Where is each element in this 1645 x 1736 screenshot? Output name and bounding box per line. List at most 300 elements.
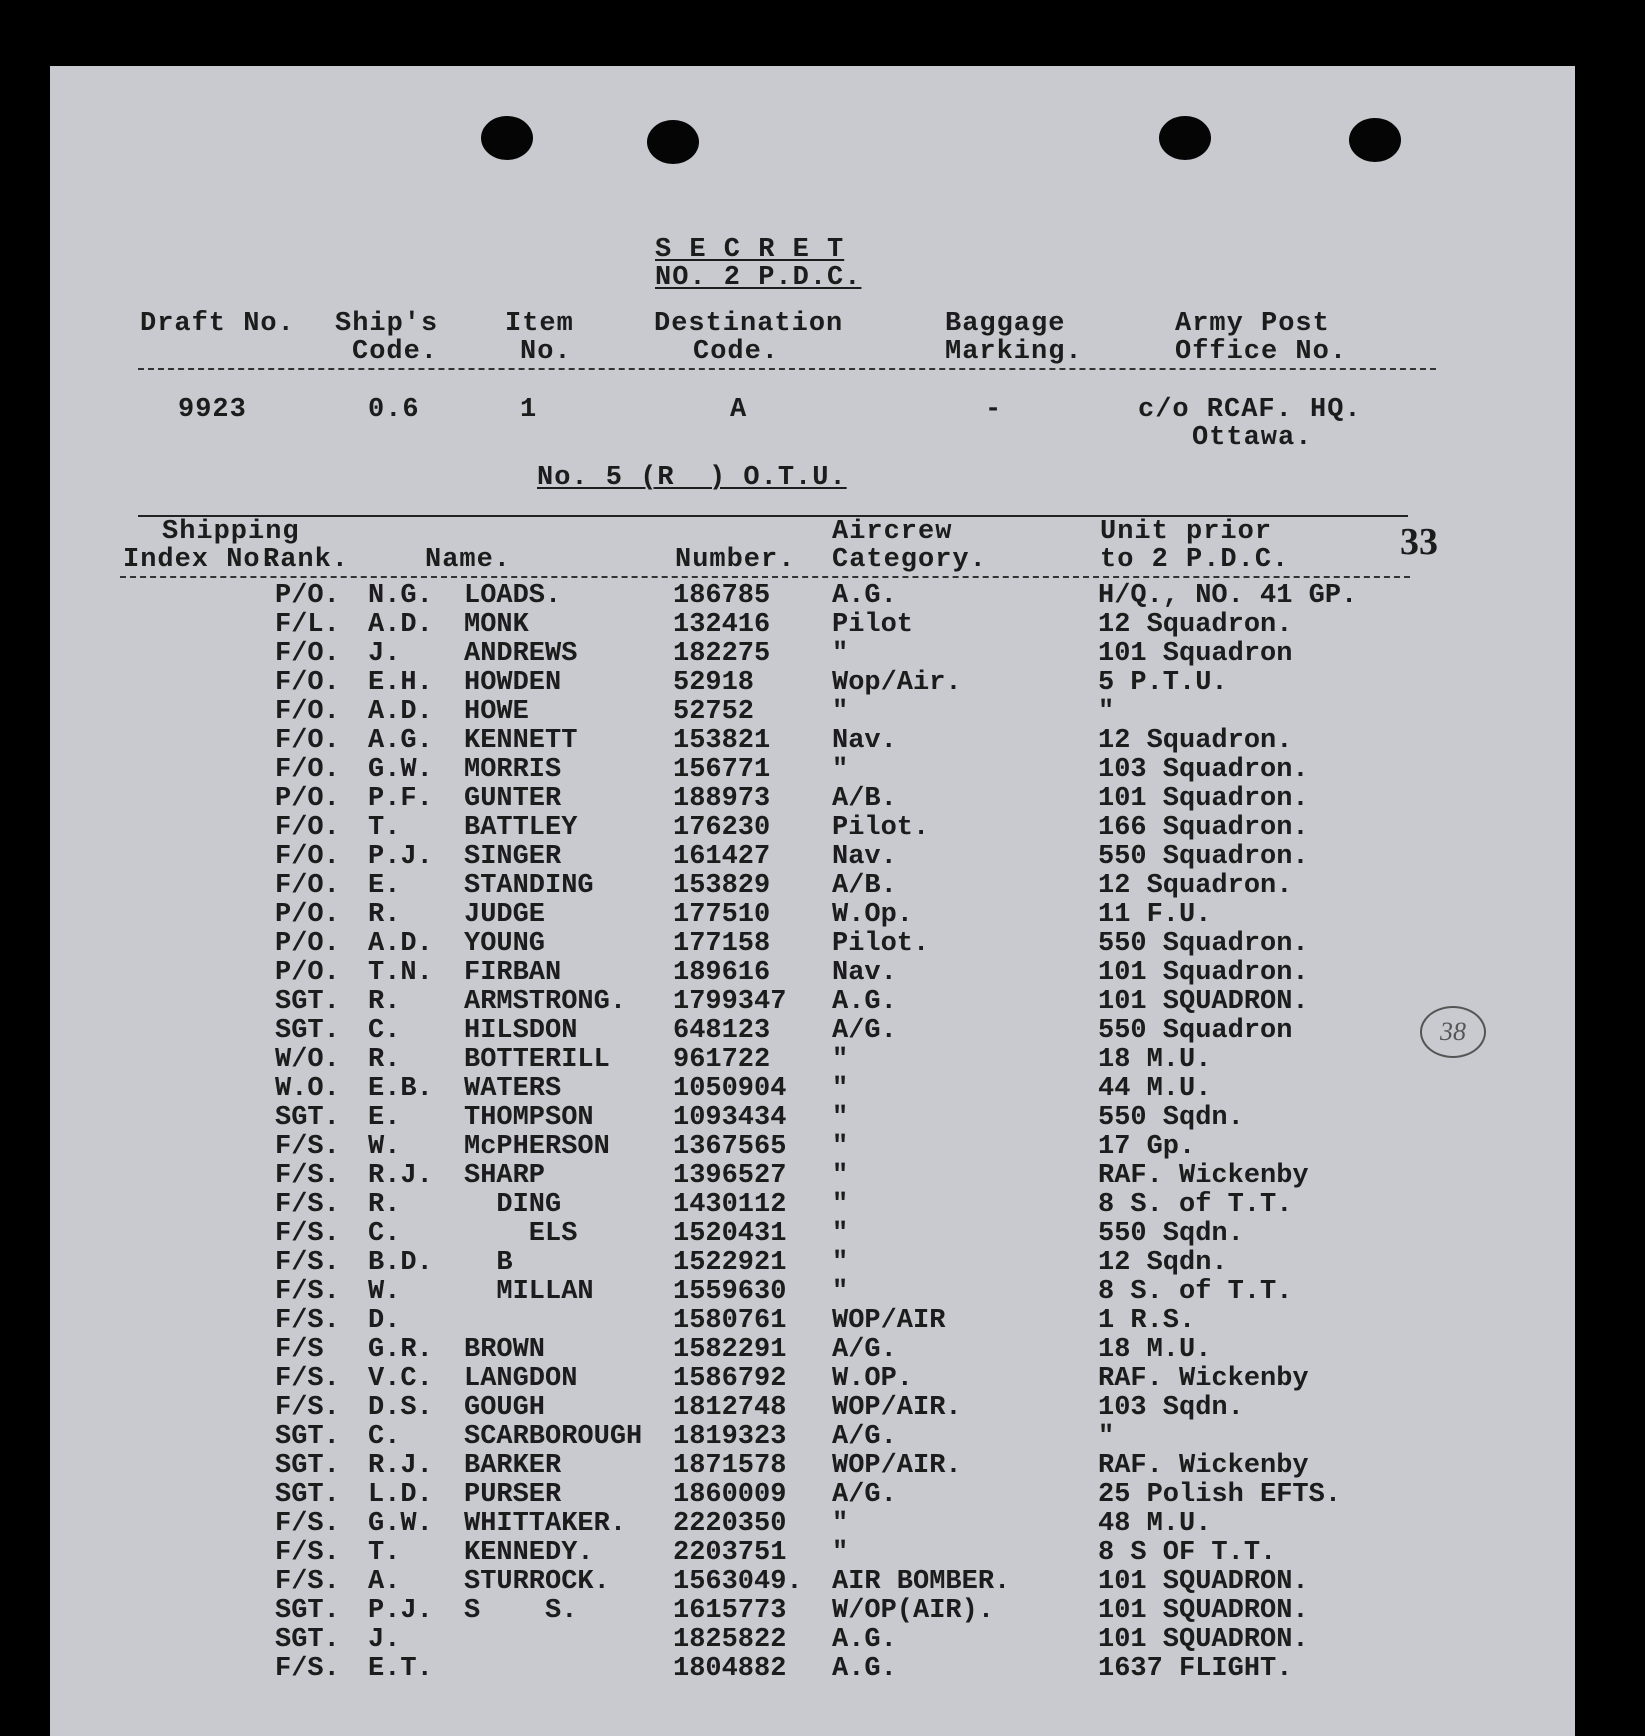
row-initials: J. [368,639,401,669]
col-item-1: Item [505,309,574,339]
row-number: 2220350 [673,1509,787,1539]
row-number: 1615773 [673,1596,787,1626]
row-initials: L.D. [368,1480,433,1510]
th-name: Name. [425,545,512,575]
th-shipping-1: Shipping [162,517,300,547]
row-initials: R.J. [368,1161,433,1191]
col-draft-no: Draft No. [140,309,295,339]
row-number: 1559630 [673,1277,787,1307]
row-category: " [832,1219,849,1249]
row-name: YOUNG [464,929,546,959]
row-rank: F/S. [275,1277,340,1307]
row-rank: F/O. [275,755,340,785]
row-rank: SGT. [275,1596,340,1626]
row-category: Nav. [832,726,897,756]
table-row [50,930,1575,959]
row-number: 1804882 [673,1654,787,1684]
row-rank: SGT. [275,1422,340,1452]
row-number: 177158 [673,929,771,959]
row-unit: 101 SQUADRON. [1098,1625,1309,1655]
row-category: A/B. [832,871,897,901]
row-unit: " [1098,1422,1115,1452]
row-category: Nav. [832,958,897,988]
row-unit: 101 SQUADRON. [1098,987,1309,1017]
table-row [50,1249,1575,1278]
col-item-2: No. [520,337,572,367]
value-apo-2: Ottawa. [1192,423,1313,453]
row-category: A.G. [832,581,897,611]
row-unit: 166 Squadron. [1098,813,1309,843]
row-initials: V.C. [368,1364,433,1394]
row-initials: P.F. [368,784,433,814]
row-rank: F/O. [275,639,340,669]
row-unit: 101 Squadron. [1098,958,1309,988]
row-name: BOTTERILL [464,1045,610,1075]
row-unit: 101 SQUADRON. [1098,1567,1309,1597]
row-rank: F/O. [275,842,340,872]
col-baggage-1: Baggage [945,309,1066,339]
row-initials: G.W. [368,755,433,785]
value-baggage: - [985,395,1003,425]
row-category: A/G. [832,1016,897,1046]
row-unit: 18 M.U. [1098,1335,1212,1365]
row-rank: F/S. [275,1190,340,1220]
row-category: " [832,1538,849,1568]
row-number: 1812748 [673,1393,787,1423]
row-unit: 12 Squadron. [1098,610,1293,640]
row-category: A.G. [832,987,897,1017]
row-category: " [832,1074,849,1104]
row-number: 161427 [673,842,771,872]
row-name: FIRBAN [464,958,562,988]
row-name: ANDREWS [464,639,578,669]
row-rank: SGT. [275,1016,340,1046]
row-number: 2203751 [673,1538,787,1568]
row-unit: 12 Squadron. [1098,871,1293,901]
row-initials: A.D. [368,929,433,959]
row-initials: R. [368,987,401,1017]
row-unit: 17 Gp. [1098,1132,1196,1162]
row-name: LANGDON [464,1364,578,1394]
row-category: Pilot. [832,929,930,959]
row-unit: 1637 FLIGHT. [1098,1654,1293,1684]
table-row [50,1162,1575,1191]
row-name: KENNETT [464,726,578,756]
row-rank: W.O. [275,1074,340,1104]
row-name: BATTLEY [464,813,578,843]
th-aircrew-1: Aircrew [832,517,953,547]
row-number: 1396527 [673,1161,787,1191]
table-header-rule [120,576,1410,578]
table-row [50,785,1575,814]
table-row [50,1481,1575,1510]
row-rank: F/O. [275,871,340,901]
col-baggage-2: Marking. [945,337,1083,367]
row-name: WHITTAKER. [464,1509,627,1539]
row-initials: E.B. [368,1074,433,1104]
row-unit: 5 P.T.U. [1098,668,1228,698]
row-initials: G.W. [368,1509,433,1539]
row-name: BARKER [464,1451,562,1481]
row-unit: 48 M.U. [1098,1509,1212,1539]
row-name: MONK [464,610,529,640]
row-number: 1093434 [673,1103,787,1133]
row-name: HILSDON [464,1016,578,1046]
row-unit: 1 R.S. [1098,1306,1196,1336]
row-unit: H/Q., NO. 41 GP. [1098,581,1358,611]
table-row [50,1452,1575,1481]
page-number: 33 [1400,521,1438,563]
table-row [50,959,1575,988]
punch-hole [481,116,533,160]
table-row [50,698,1575,727]
row-number: 1050904 [673,1074,787,1104]
row-rank: F/S. [275,1393,340,1423]
row-name: MILLAN [464,1277,594,1307]
th-unit-2: to 2 P.D.C. [1100,545,1290,575]
row-category: WOP/AIR [832,1306,946,1336]
table-row [50,1568,1575,1597]
row-initials: P.J. [368,1596,433,1626]
row-name: PURSER [464,1480,562,1510]
table-row [50,1307,1575,1336]
row-rank: W/O. [275,1045,340,1075]
row-name: SHARP [464,1161,546,1191]
row-number: 1799347 [673,987,787,1017]
row-name: SINGER [464,842,562,872]
row-number: 153821 [673,726,771,756]
row-rank: F/S. [275,1364,340,1394]
row-unit: 550 Sqdn. [1098,1103,1244,1133]
row-unit: 550 Squadron. [1098,842,1309,872]
row-initials: W. [368,1277,401,1307]
row-category: WOP/AIR. [832,1393,962,1423]
row-name: BROWN [464,1335,546,1365]
row-rank: F/S. [275,1132,340,1162]
table-row [50,1336,1575,1365]
row-initials: C. [368,1422,401,1452]
row-unit: RAF. Wickenby [1098,1364,1309,1394]
row-category: " [832,755,849,785]
row-rank: P/O. [275,581,340,611]
row-number: 1580761 [673,1306,787,1336]
row-name: McPHERSON [464,1132,610,1162]
row-number: 1871578 [673,1451,787,1481]
table-row [50,988,1575,1017]
row-unit: 550 Squadron [1098,1016,1293,1046]
row-number: 177510 [673,900,771,930]
col-ships-code-1: Ship's [335,309,439,339]
row-number: 1430112 [673,1190,787,1220]
header-rule [138,368,1436,370]
row-rank: F/S [275,1335,324,1365]
col-apo-2: Office No. [1175,337,1348,367]
row-name: DING [464,1190,562,1220]
row-rank: SGT. [275,1625,340,1655]
punch-hole [1349,118,1401,162]
row-category: " [832,1103,849,1133]
row-category: " [832,639,849,669]
row-number: 1819323 [673,1422,787,1452]
row-initials: P.J. [368,842,433,872]
th-shipping-2: Index No. [123,545,278,575]
row-category: A/B. [832,784,897,814]
row-category: Pilot [832,610,914,640]
row-category: " [832,1161,849,1191]
table-row [50,1423,1575,1452]
row-unit: RAF. Wickenby [1098,1451,1309,1481]
table-row [50,669,1575,698]
row-initials: A.G. [368,726,433,756]
row-name: B [464,1248,513,1278]
value-item-no: 1 [520,395,538,425]
row-category: A.G. [832,1625,897,1655]
table-row [50,1075,1575,1104]
row-rank: F/O. [275,813,340,843]
row-rank: P/O. [275,958,340,988]
table-row [50,843,1575,872]
row-rank: SGT. [275,1103,340,1133]
row-name: GUNTER [464,784,562,814]
row-name: MORRIS [464,755,562,785]
row-initials: W. [368,1132,401,1162]
table-row [50,1655,1575,1684]
row-name: JUDGE [464,900,546,930]
row-initials: E. [368,871,401,901]
row-unit: 101 SQUADRON. [1098,1596,1309,1626]
row-rank: F/O. [275,697,340,727]
col-destination-2: Code. [693,337,780,367]
value-draft-no: 9923 [178,395,247,425]
col-ships-code-2: Code. [352,337,439,367]
row-unit: 8 S. of T.T. [1098,1190,1293,1220]
row-number: 1825822 [673,1625,787,1655]
row-name: LOADS. [464,581,562,611]
row-name: KENNEDY. [464,1538,594,1568]
value-ships-code: 0.6 [368,395,420,425]
row-initials: T.N. [368,958,433,988]
col-destination-1: Destination [654,309,844,339]
row-number: 52752 [673,697,755,727]
table-row [50,1017,1575,1046]
row-unit: 18 M.U. [1098,1045,1212,1075]
row-name: WATERS [464,1074,562,1104]
row-number: 1522921 [673,1248,787,1278]
table-row [50,756,1575,785]
row-category: W/OP(AIR). [832,1596,995,1626]
row-rank: SGT. [275,1480,340,1510]
row-rank: F/L. [275,610,340,640]
row-number: 1563049. [673,1567,803,1597]
row-number: 1860009 [673,1480,787,1510]
row-category: " [832,1132,849,1162]
table-row [50,1191,1575,1220]
row-name: HOWE [464,697,529,727]
table-row [50,727,1575,756]
row-unit: 12 Sqdn. [1098,1248,1228,1278]
row-category: A/G. [832,1480,897,1510]
row-initials: B.D. [368,1248,433,1278]
row-category: A/G. [832,1335,897,1365]
th-rank: Rank. [263,545,350,575]
row-unit: 8 S. of T.T. [1098,1277,1293,1307]
row-category: " [832,697,849,727]
margin-note: 38 [1420,1006,1486,1058]
row-unit: 8 S OF T.T. [1098,1538,1277,1568]
row-number: 156771 [673,755,771,785]
row-rank: F/S. [275,1567,340,1597]
row-category: W.Op. [832,900,914,930]
th-unit-1: Unit prior [1100,517,1273,547]
table-row [50,1539,1575,1568]
row-category: " [832,1509,849,1539]
row-category: " [832,1248,849,1278]
row-initials: R. [368,900,401,930]
row-name: GOUGH [464,1393,546,1423]
row-category: Pilot. [832,813,930,843]
row-name: ELS [464,1219,578,1249]
subunit-heading: No. 5 (R ) O.T.U. [537,463,847,493]
row-unit: 550 Squadron. [1098,929,1309,959]
table-row [50,901,1575,930]
row-number: 1582291 [673,1335,787,1365]
row-rank: SGT. [275,987,340,1017]
row-number: 1586792 [673,1364,787,1394]
row-unit: " [1098,697,1115,727]
row-name: S S. [464,1596,578,1626]
row-name: ARMSTRONG. [464,987,627,1017]
row-unit: 12 Squadron. [1098,726,1293,756]
punch-hole [1159,116,1211,160]
row-initials: D.S. [368,1393,433,1423]
table-row [50,1510,1575,1539]
row-category: A.G. [832,1654,897,1684]
row-number: 189616 [673,958,771,988]
row-initials: R. [368,1045,401,1075]
row-rank: F/S. [275,1248,340,1278]
table-row [50,640,1575,669]
row-initials: A.D. [368,610,433,640]
row-initials: E. [368,1103,401,1133]
table-row [50,1626,1575,1655]
row-unit: 44 M.U. [1098,1074,1212,1104]
row-number: 182275 [673,639,771,669]
row-name: SCARBOROUGH [464,1422,643,1452]
row-category: " [832,1277,849,1307]
punch-hole [647,120,699,164]
row-category: AIR BOMBER. [832,1567,1011,1597]
row-unit: 11 F.U. [1098,900,1212,930]
row-number: 52918 [673,668,755,698]
row-rank: P/O. [275,900,340,930]
row-category: A/G. [832,1422,897,1452]
th-number: Number. [675,545,796,575]
table-row [50,611,1575,640]
row-initials: J. [368,1625,401,1655]
table-row [50,1133,1575,1162]
th-aircrew-2: Category. [832,545,987,575]
row-unit: 550 Sqdn. [1098,1219,1244,1249]
row-initials: E.H. [368,668,433,698]
table-row [50,582,1575,611]
table-row [50,1597,1575,1626]
secret-heading: S E C R E T [655,235,845,265]
row-initials: G.R. [368,1335,433,1365]
row-category: " [832,1045,849,1075]
unit-heading: NO. 2 P.D.C. [655,263,862,293]
row-rank: F/S. [275,1509,340,1539]
value-destination: A [730,395,748,425]
row-initials: C. [368,1219,401,1249]
table-row [50,1394,1575,1423]
row-unit: 103 Squadron. [1098,755,1309,785]
row-number: 961722 [673,1045,771,1075]
row-initials: A. [368,1567,401,1597]
row-initials: R.J. [368,1451,433,1481]
row-name: STURROCK. [464,1567,610,1597]
row-name: THOMPSON [464,1103,594,1133]
table-row [50,872,1575,901]
document-page [50,66,1575,1736]
row-initials: E.T. [368,1654,433,1684]
row-unit: RAF. Wickenby [1098,1161,1309,1191]
row-initials: A.D. [368,697,433,727]
row-number: 1520431 [673,1219,787,1249]
row-initials: D. [368,1306,401,1336]
row-name: HOWDEN [464,668,562,698]
row-unit: 103 Sqdn. [1098,1393,1244,1423]
row-number: 1367565 [673,1132,787,1162]
table-row [50,1104,1575,1133]
row-unit: 101 Squadron. [1098,784,1309,814]
row-rank: F/O. [275,668,340,698]
row-number: 132416 [673,610,771,640]
row-name: STANDING [464,871,594,901]
row-rank: P/O. [275,929,340,959]
row-rank: P/O. [275,784,340,814]
table-row [50,814,1575,843]
row-initials: T. [368,1538,401,1568]
table-row [50,1278,1575,1307]
row-unit: 25 Polish EFTS. [1098,1480,1342,1510]
row-rank: F/S. [275,1538,340,1568]
row-number: 176230 [673,813,771,843]
row-rank: F/S. [275,1219,340,1249]
row-rank: SGT. [275,1451,340,1481]
value-apo-1: c/o RCAF. HQ. [1138,395,1362,425]
row-rank: F/S. [275,1161,340,1191]
row-number: 188973 [673,784,771,814]
row-rank: F/O. [275,726,340,756]
row-category: " [832,1190,849,1220]
row-initials: C. [368,1016,401,1046]
col-apo-1: Army Post [1175,309,1330,339]
row-unit: 101 Squadron [1098,639,1293,669]
row-initials: T. [368,813,401,843]
table-row [50,1046,1575,1075]
row-rank: F/S. [275,1654,340,1684]
row-category: WOP/AIR. [832,1451,962,1481]
row-category: W.OP. [832,1364,914,1394]
row-rank: F/S. [275,1306,340,1336]
row-number: 648123 [673,1016,771,1046]
row-number: 186785 [673,581,771,611]
row-number: 153829 [673,871,771,901]
row-initials: N.G. [368,581,433,611]
table-row [50,1365,1575,1394]
row-category: Wop/Air. [832,668,962,698]
row-initials: R. [368,1190,401,1220]
